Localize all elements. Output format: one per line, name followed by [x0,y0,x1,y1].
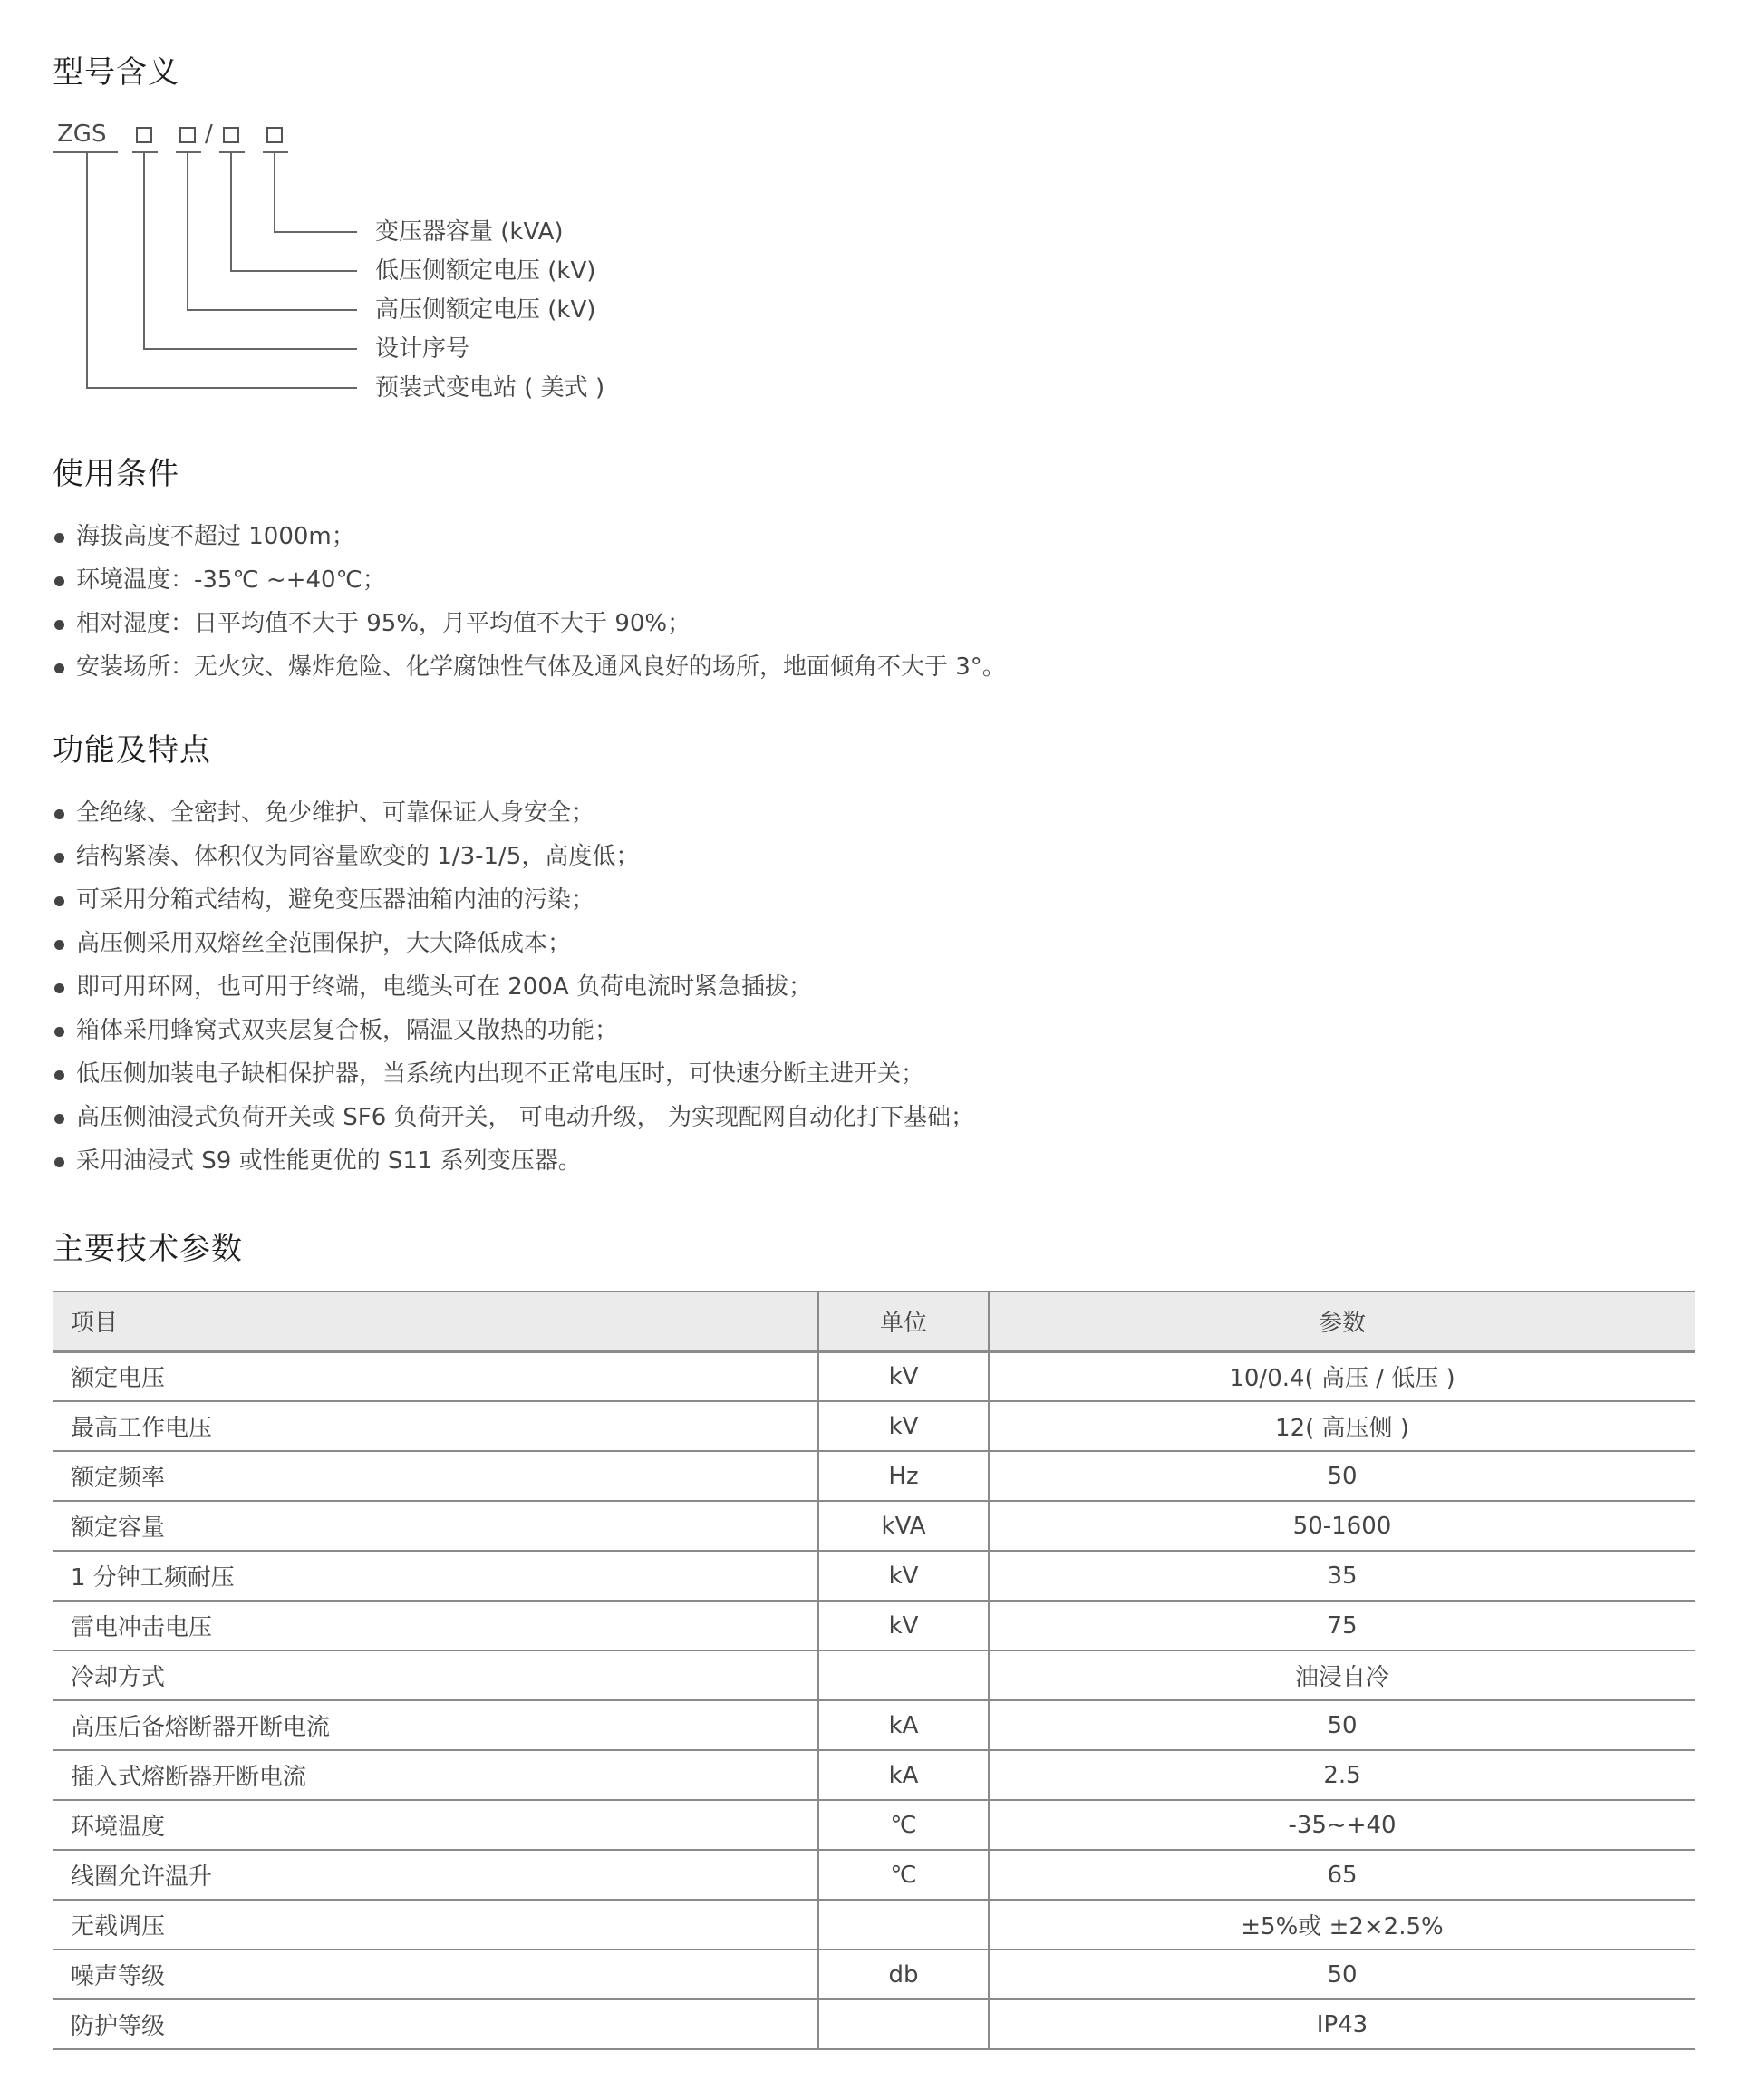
cell-value: 油浸自冷 [989,1650,1695,1700]
column-header-unit: 单位 [818,1292,989,1351]
table-row [53,1700,1695,1750]
cell-unit: db [818,1950,989,1999]
cell-item: 最高工作电压 [53,1401,818,1451]
column-header-value: 参数 [989,1292,1695,1351]
cell-value: 75 [989,1601,1695,1650]
cell-unit: kVA [818,1501,989,1551]
column-header-item: 项目 [53,1292,818,1351]
table-row [53,1451,1695,1501]
table-row [53,1950,1695,1999]
list-item: 采用油浸式 S9 或性能更优的 S11 系列变压器。 [53,1139,974,1183]
legend-substation-type: 预装式变电站 ( 美式 ) [375,374,605,402]
cell-item: 1 分钟工频耐压 [53,1551,818,1601]
conditions-list [53,515,1006,689]
cell-value: ±5%或 ±2×2.5% [989,1900,1695,1950]
table-row [53,1800,1695,1850]
list-item: 箱体采用蜂窝式双夹层复合板，隔温又散热的功能； [53,1009,974,1052]
cell-unit [818,1999,989,2049]
table-row [53,1551,1695,1601]
table-row [53,1501,1695,1551]
list-item: 环境温度：-35℃ ~+40℃； [53,558,1006,602]
features-list [53,791,974,1183]
section-title-features: 功能及特点 [53,732,211,769]
list-item: 全绝缘、全密封、免少维护、可靠保证人身安全； [53,791,974,835]
list-item: 海拔高度不超过 1000m； [53,515,1006,558]
cell-item: 噪声等级 [53,1950,818,1999]
cell-item: 插入式熔断器开断电流 [53,1750,818,1800]
table-row [53,1900,1695,1950]
section-title-model: 型号含义 [53,54,179,91]
cell-value: 12( 高压侧 ) [989,1401,1695,1451]
cell-item: 额定电压 [53,1351,818,1401]
legend-design-serial: 设计序号 [375,335,470,363]
cell-value: 50 [989,1700,1695,1750]
section-title-conditions: 使用条件 [53,456,179,492]
cell-value: 50 [989,1451,1695,1501]
cell-item: 无载调压 [53,1900,818,1950]
cell-unit: Hz [818,1451,989,1501]
cell-unit: ℃ [818,1850,989,1900]
cell-item: 额定频率 [53,1451,818,1501]
legend-hv-voltage: 高压侧额定电压 (kV) [375,296,596,324]
legend-lv-voltage: 低压侧额定电压 (kV) [375,257,596,285]
list-item: 可采用分箱式结构，避免变压器油箱内油的污染； [53,878,974,922]
model-prefix: ZGS [57,121,107,148]
cell-value: 2.5 [989,1750,1695,1800]
cell-value: -35~+40 [989,1800,1695,1850]
section-title-params: 主要技术参数 [53,1231,243,1267]
cell-unit [818,1900,989,1950]
cell-item: 环境温度 [53,1800,818,1850]
model-code-diagram [53,120,687,410]
table-row [53,1601,1695,1650]
cell-item: 线圈允许温升 [53,1850,818,1900]
table-row [53,1351,1695,1401]
list-item: 结构紧凑、体积仅为同容量欧变的 1/3-1/5，高度低； [53,835,974,878]
list-item: 高压侧油浸式负荷开关或 SF6 负荷开关， 可电动升级， 为实现配网自动化打下基础； [53,1096,974,1139]
cell-unit: kA [818,1750,989,1800]
cell-item: 冷却方式 [53,1650,818,1700]
model-slash: / [205,121,213,148]
cell-value: 10/0.4( 高压 / 低压 ) [989,1351,1695,1401]
list-item: 安装场所：无火灾、爆炸危险、化学腐蚀性气体及通风良好的场所，地面倾角不大于 3°。 [53,645,1006,689]
cell-value: IP43 [989,1999,1695,2049]
table-row [53,1750,1695,1800]
legend-capacity: 变压器容量 (kVA) [375,218,564,246]
table-row [53,1401,1695,1451]
cell-value: 35 [989,1551,1695,1601]
table-row [53,1850,1695,1900]
cell-value: 50 [989,1950,1695,1999]
cell-unit: kV [818,1401,989,1451]
list-item: 低压侧加装电子缺相保护器，当系统内出现不正常电压时，可快速分断主进开关； [53,1052,974,1096]
cell-item: 额定容量 [53,1501,818,1551]
cell-unit: kV [818,1551,989,1601]
table-row [53,1999,1695,2049]
cell-value: 65 [989,1850,1695,1900]
cell-value: 50-1600 [989,1501,1695,1551]
cell-unit: kA [818,1700,989,1750]
list-item: 相对湿度：日平均值不大于 95%，月平均值不大于 90%； [53,602,1006,645]
cell-item: 高压后备熔断器开断电流 [53,1700,818,1750]
cell-unit [818,1650,989,1700]
cell-unit: ℃ [818,1800,989,1850]
list-item: 高压侧采用双熔丝全范围保护，大大降低成本； [53,922,974,965]
cell-item: 防护等级 [53,1999,818,2049]
cell-unit: kV [818,1601,989,1650]
cell-unit: kV [818,1351,989,1401]
list-item: 即可用环网，也可用于终端，电缆头可在 200A 负荷电流时紧急插拔； [53,965,974,1009]
table-header-row [53,1292,1695,1351]
table-row [53,1650,1695,1700]
parameters-table [53,1291,1695,2050]
cell-item: 雷电冲击电压 [53,1601,818,1650]
